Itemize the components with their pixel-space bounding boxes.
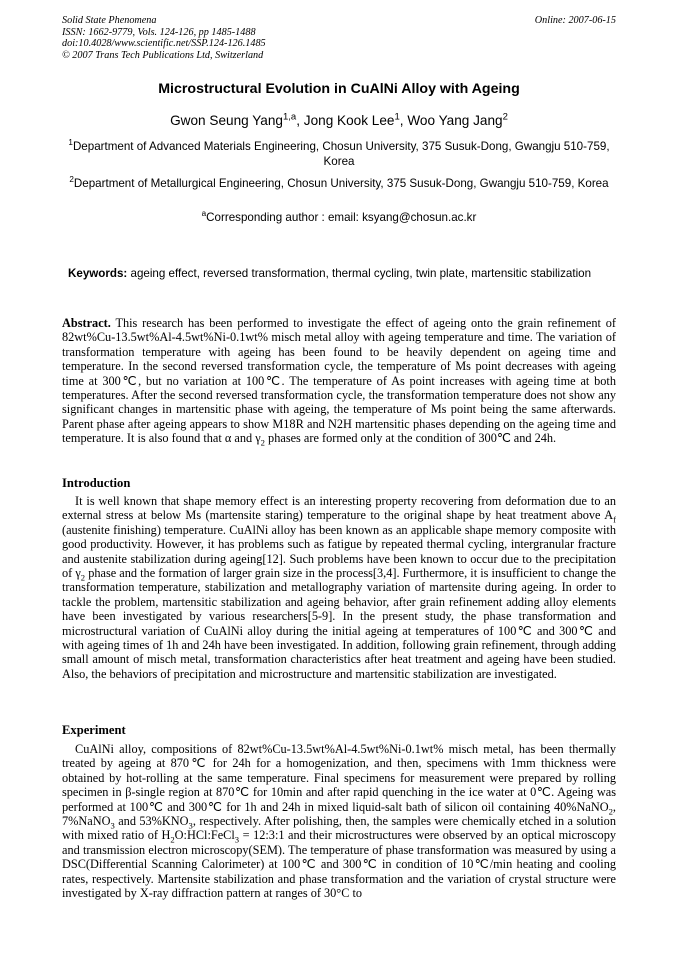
abstract [62, 316, 616, 446]
author-name: Gwon Seung Yang [170, 113, 283, 128]
exp-text: = 12:3:1 and their microstructures were observed by an optical microscopy and transmission electron microscopy(SEM). The temperature of phase transformation was measured by using a DSC(Differential Scanning Calorimeter) at 100℃ and 300℃ in condition of 10℃/min heating and cooling rates, respectively. Martensite stabilization and phase transformation and the variation of crystal structure were investigated by X-ray diffraction pattern at ranges of 30°C to [62, 828, 616, 901]
experiment-paragraph [62, 742, 616, 900]
author-affiliation-mark: 1,a [282, 111, 297, 123]
abstract-text: This research has been performed to investigate the effect of ageing onto the grain refinement of 82wt%Cu-13.5wt%Al-4.5wt%Ni-0.1wt% misch metal alloy with ageing temperature and time. The variation of transformation temperature with ageing has been found to be heavily dependent on ageing time and temperature. In the second reversed transformation cycle, the temperature of Ms point decreases with ageing time at 300℃, but no variation at 100℃. The temperature of As point increases with ageing time at both temperatures. After the second reversed transformation cycle, the transformation temperature does not show any significant changes in martensitic phase with ageing, the temperature of Ms point being the same afterwards. Parent phase after ageing appears to show M18R and N2H martensitic phases depending on the ageing time and temperature. It is also found that α and γ [62, 316, 616, 446]
affiliation-mark: 2 [69, 175, 74, 185]
exp-subscript: 3 [234, 834, 240, 845]
intro-text: It is well known that shape memory effect is an interesting property recovering from deformation due to an external stress at below Ms (martensite staring) temperature to the original shape by heat treatment above A [62, 494, 616, 523]
corresponding-author [62, 211, 616, 224]
intro-text: phase and the formation of larger grain size in the process[3,4]. Furthermore, it is insufficient to change the transformation temperature, stabilization and metallography variation of martensite during ageing. In order to tackle the problem, martensitic stabilization and ageing behavior, after grain refinement adding alloy elements have been investigated by various researchers[5-9]. In the present study, the phase transformation and microstructural variation of CuAlNi alloy during the initial ageing at temperatures of 100℃ and 300℃ and with ageing times of 1h and 24h have been investigated. In addition, following grain refinement, through adding small amount of misch metal, transformation characteristics after heat treatment and ageing have been studied. Also, the behaviors of precipitation and microstructure and martensitic stabilization are investigated. [62, 566, 616, 681]
journal-copyright: © 2007 Trans Tech Publications Ltd, Switzerland [62, 49, 264, 61]
keywords [62, 267, 616, 282]
journal-name: Solid State Phenomena [62, 15, 157, 26]
exp-subscript: 3 [188, 820, 193, 831]
keywords-text: ageing effect, reversed transformation, thermal cycling, twin plate, martensitic stabilization [130, 267, 592, 280]
author-name: Jong Kook Lee [303, 113, 395, 128]
affiliation-2 [62, 176, 616, 191]
affiliation-mark: 1 [68, 138, 73, 148]
author-list [62, 113, 616, 128]
journal-info [62, 15, 616, 61]
exp-text: CuAlNi alloy, compositions of 82wt%Cu-13.5wt%Al-4.5wt%Ni-0.1wt% misch metal, has been thermally treated by ageing at 870℃ for 24h for a homogenization, and then, specimens with 1mm thickness were obtained by hot-rolling at the same temperature. Final specimens for measurement were prepared by rolling specimen in β-single region at 870℃ for 10min and after rapid quenching in the ice water at 0℃. Ageing was performed at 100℃ and 300℃ for 1h and 24h in mixed liquid-salt bath of silicon oil containing 40%NaNO [62, 742, 616, 814]
exp-subscript: 2 [608, 806, 613, 817]
exp-text: and 53%KNO [114, 814, 189, 829]
exp-subscript: 3 [110, 820, 115, 831]
online-date: Online: 2007-06-15 [534, 15, 616, 26]
paper-title: Microstructural Evolution in CuAlNi Alloy with Ageing [158, 81, 520, 97]
exp-text: O:HCl:FeCl [174, 828, 235, 843]
journal-header [62, 15, 616, 61]
journal-issn: ISSN: 1662-9779, Vols. 124-126, pp 1485-1488 [62, 26, 256, 38]
exp-subscript: 2 [170, 834, 175, 845]
abstract-text-end: phases are formed only at the condition of 300℃ and 24h. [264, 431, 557, 446]
corresponding-mark: a [201, 209, 207, 219]
author-separator: , [296, 113, 304, 128]
exp-text: , 7%NaNO [62, 799, 616, 829]
keywords-label: Keywords: [68, 267, 128, 280]
affiliation-text: Department of Advanced Materials Engineering, Chosun University, 375 Susuk-Dong, Gwangju 510-759, Korea [72, 140, 610, 168]
exp-text: , respectively. After polishing, then, the samples were chemically etched in a solution with mixed ratio of H [62, 814, 616, 843]
introduction-paragraph [62, 494, 616, 681]
intro-subscript: 2 [80, 572, 86, 583]
abstract-label: Abstract. [62, 316, 111, 330]
intro-text: (austenite finishing) temperature. CuAlNi alloy has been known as an applicable shape memory composite with good productivity. However, it has problems such as fatigue by repeated thermal cycling, intergranular fracture and austenite stabilization during ageing[12]. Such problems have been known to occur due to the precipitation of γ [62, 522, 616, 581]
abstract-subscript: 2 [260, 437, 265, 448]
affiliation-1 [62, 139, 616, 169]
author-affiliation-mark: 1 [394, 111, 400, 123]
intro-subscript: f [613, 514, 616, 525]
experiment-heading: Experiment [62, 723, 126, 737]
author-affiliation-mark: 2 [502, 111, 508, 123]
author-separator: , [399, 113, 408, 128]
introduction-heading: Introduction [62, 476, 131, 490]
author-name: Woo Yang Jang [407, 113, 503, 128]
journal-doi[interactable]: doi:10.4028/www.scientific.net/SSP.124-126.1485 [62, 38, 266, 50]
affiliation-text: Department of Metallurgical Engineering, Chosun University, 375 Susuk-Dong, Gwangju 510-759, Korea [73, 177, 609, 190]
corresponding-text: Corresponding author : email: ksyang@chosun.ac.kr [206, 211, 477, 224]
